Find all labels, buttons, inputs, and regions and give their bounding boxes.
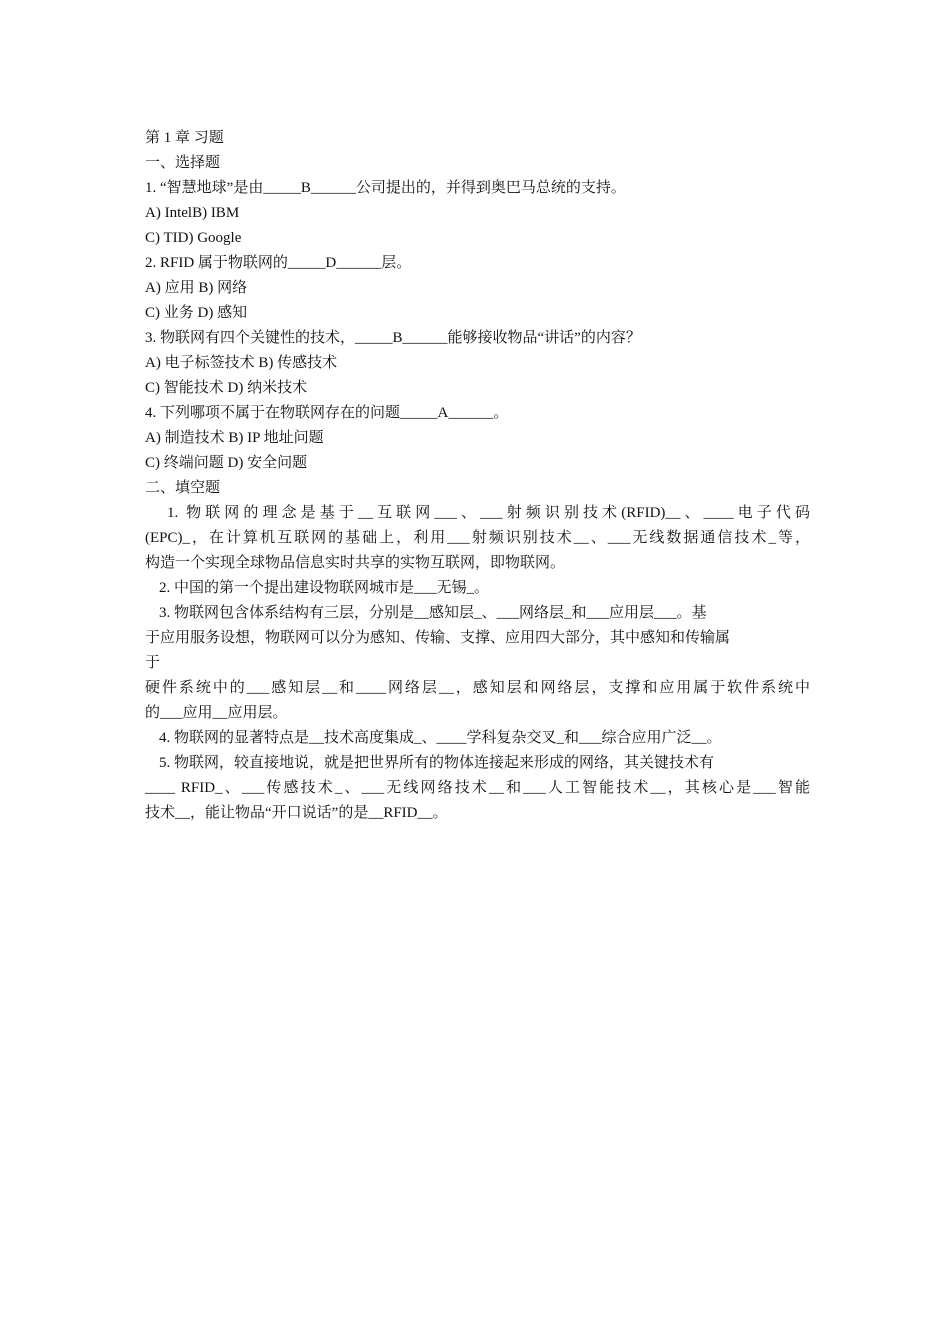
- fill-item-5-line-2: ____ RFID_、___传感技术_、___无线网络技术__和___人工智能技术__，其核心是___智能: [145, 780, 810, 796]
- section-heading-choice: 一、选择题: [145, 155, 221, 171]
- chapter-title: 第 1 章 习题: [145, 130, 224, 146]
- question-3-stem: 3. 物联网有四个关键性的技术，_____B______能够接收物品“讲话”的内容？: [145, 330, 641, 346]
- question-1-stem: 1. “智慧地球”是由_____B______公司提出的，并得到奥巴马总统的支持。: [145, 180, 626, 196]
- fill-item-5-line-1: 5. 物联网，较直接地说，就是把世界所有的物体连接起来形成的网络，其关键技术有: [159, 755, 715, 771]
- question-2-stem: 2. RFID 属于物联网的_____D______层。: [145, 255, 412, 271]
- fill-item-3-line-2: 于应用服务设想，物联网可以分为感知、传输、支撑、应用四大部分，其中感知和传输属: [145, 630, 731, 646]
- fill-item-3: [145, 601, 810, 726]
- fill-item-3-line-1: 3. 物联网包含体系结构有三层，分别是__感知层_、___网络层_和___应用层___。基: [159, 605, 707, 621]
- fill-item-3-line-5: 的___应用__应用层。: [145, 705, 288, 721]
- fill-item-2: [145, 576, 810, 601]
- question-1-options-c: C) TID) Google: [145, 230, 242, 246]
- question-2-options-c: C) 业务 D) 感知: [145, 305, 248, 321]
- question-4-options-a: A) 制造技术 B) IP 地址问题: [145, 430, 324, 446]
- question-4-options-c: C) 终端问题 D) 安全问题: [145, 455, 308, 471]
- fill-item-4-line-1: 4. 物联网的显著特点是__技术高度集成_、____学科复杂交叉_和___综合应用广泛__。: [159, 730, 722, 746]
- fill-item-3-line-3: 于: [145, 655, 161, 671]
- fill-item-1-line-3: 构造一个实现全球物品信息实时共享的实物互联网，即物联网。: [145, 555, 566, 571]
- document-page: [145, 126, 810, 826]
- question-3-options-a: A) 电子标签技术 B) 传感技术: [145, 355, 338, 371]
- question-3-options-c: C) 智能技术 D) 纳米技术: [145, 380, 308, 396]
- question-4-stem: 4. 下列哪项不属于在物联网存在的问题_____A______。: [145, 405, 509, 421]
- fill-item-4: [145, 726, 810, 751]
- fill-item-1: [145, 501, 810, 576]
- fill-item-5: [145, 751, 810, 826]
- fill-item-5-line-3: 技术__，能让物品“开口说话”的是__RFID__。: [145, 805, 448, 821]
- fill-item-2-line-1: 2. 中国的第一个提出建设物联网城市是___无锡_。: [159, 580, 490, 596]
- fill-item-1-line-1: 1. 物联网的理念是基于__互联网___、___射频识别技术(RFID)__、____电子代码: [167, 505, 810, 521]
- question-1-options-a: A) IntelB) IBM: [145, 205, 240, 221]
- fill-item-1-line-2: (EPC)_，在计算机互联网的基础上，利用___射频识别技术__、___无线数据通信技术_等，: [145, 530, 810, 546]
- section-heading-fill: 二、填空题: [145, 480, 221, 496]
- question-2-options-a: A) 应用 B) 网络: [145, 280, 248, 296]
- fill-item-3-line-4: 硬件系统中的___感知层__和____网络层__，感知层和网络层，支撑和应用属于软件系统中: [145, 680, 810, 696]
